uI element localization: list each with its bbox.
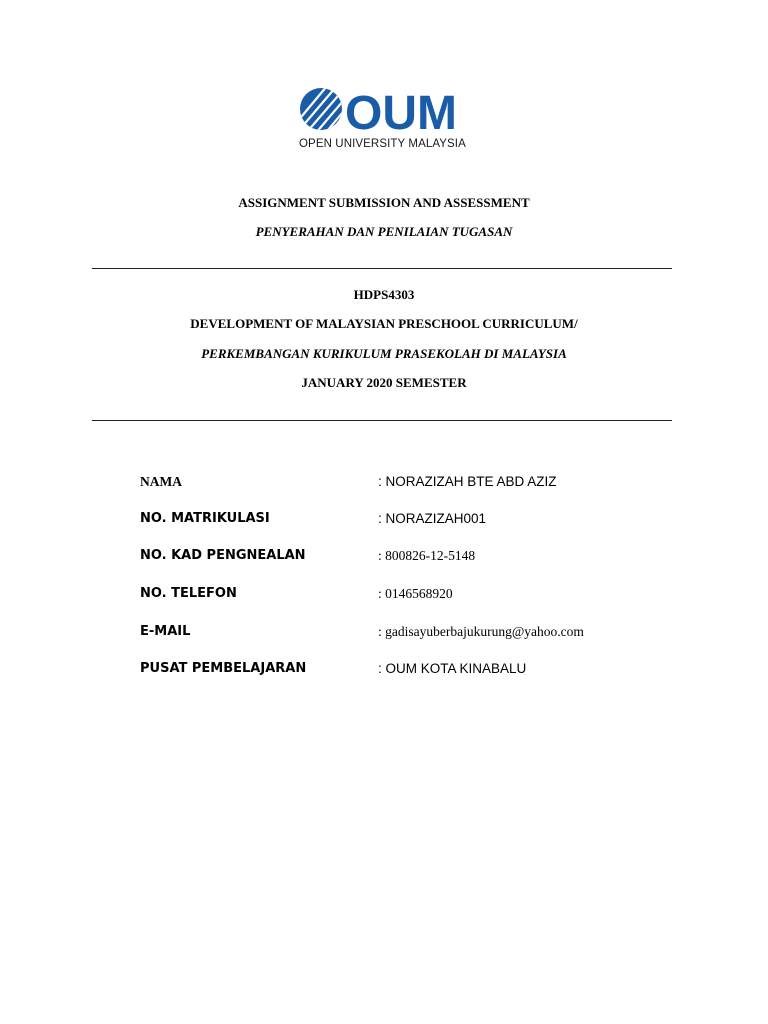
title-malay: PENYERAHAN DAN PENILAIAN TUGASAN bbox=[255, 224, 513, 239]
oum-logo bbox=[297, 86, 477, 156]
field-label-matrikulasi: NO. MATRIKULASI bbox=[140, 511, 270, 526]
course-name-malay: PERKEMBANGAN KURIKULUM PRASEKOLAH DI MALAYSIA bbox=[201, 346, 567, 361]
field-value-pusat-pembelajaran: : OUM KOTA KINABALU bbox=[378, 661, 527, 676]
field-value-kad-pengenalan: : 800826-12-5148 bbox=[378, 548, 476, 563]
course-name-english: DEVELOPMENT OF MALAYSIAN PRESCHOOL CURRICULUM/ bbox=[190, 316, 578, 331]
divider-top bbox=[92, 268, 672, 269]
oum-wordmark: OUM bbox=[345, 87, 457, 138]
logo-subtitle: OPEN UNIVERSITY MALAYSIA bbox=[299, 138, 466, 150]
oum-emblem-icon bbox=[297, 86, 477, 138]
field-value-matrikulasi: : NORAZIZAH001 bbox=[378, 511, 487, 526]
field-value-telefon: : 0146568920 bbox=[378, 586, 453, 601]
field-value-nama: : NORAZIZAH BTE ABD AZIZ bbox=[378, 474, 557, 489]
field-value-email: : gadisayuberbajukurung@yahoo.com bbox=[378, 624, 584, 639]
field-label-email: E-MAIL bbox=[140, 624, 191, 639]
divider-bottom bbox=[92, 420, 672, 421]
field-label-nama: NAMA bbox=[140, 474, 182, 489]
field-label-pusat-pembelajaran: PUSAT PEMBELAJARAN bbox=[140, 661, 307, 676]
field-label-telefon: NO. TELEFON bbox=[140, 586, 237, 601]
field-label-kad-pengenalan: NO. KAD PENGNEALAN bbox=[140, 548, 306, 563]
semester: JANUARY 2020 SEMESTER bbox=[301, 375, 467, 390]
title-english: ASSIGNMENT SUBMISSION AND ASSESSMENT bbox=[238, 195, 530, 210]
course-code: HDPS4303 bbox=[353, 287, 415, 302]
